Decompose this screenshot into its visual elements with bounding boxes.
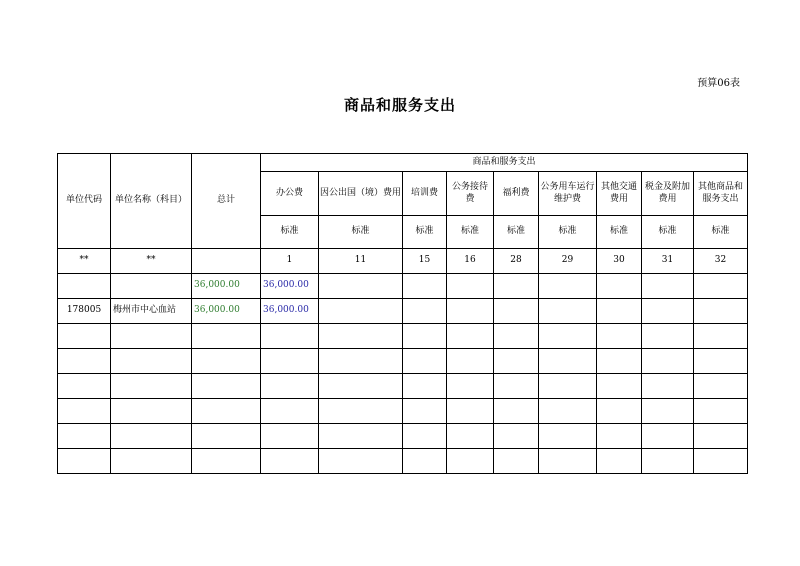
table-row xyxy=(58,274,748,299)
table-row xyxy=(58,324,748,349)
index-col: 15 xyxy=(403,249,447,274)
table-row xyxy=(58,449,748,474)
cell-unit-code: 178005 xyxy=(58,299,111,324)
standard-label: 标准 xyxy=(261,216,319,249)
cell-unit-name: 梅州市中心血站 xyxy=(111,299,192,324)
cell-office: 36,000.00 xyxy=(261,299,319,324)
page-title: 商品和服务支出 xyxy=(343,96,456,114)
table-row xyxy=(58,374,748,399)
cell-total: 36,000.00 xyxy=(192,299,261,324)
standard-label: 标准 xyxy=(694,216,748,249)
table-row xyxy=(58,399,748,424)
index-col: 1 xyxy=(261,249,319,274)
cell-unit-code xyxy=(58,274,111,299)
standard-label: 标准 xyxy=(319,216,403,249)
header-total: 总计 xyxy=(192,154,261,249)
header-col-office: 办公费 xyxy=(261,172,319,216)
cell-office: 36,000.00 xyxy=(261,274,319,299)
header-col-reception: 公务接待费 xyxy=(447,172,494,216)
index-col: 32 xyxy=(694,249,748,274)
cell-total: 36,000.00 xyxy=(192,274,261,299)
index-col: 11 xyxy=(319,249,403,274)
index-col: 30 xyxy=(597,249,642,274)
header-group: 商品和服务支出 xyxy=(261,154,748,172)
budget-table xyxy=(57,153,748,474)
index-unit-name: ** xyxy=(111,249,192,274)
header-unit-name: 单位名称（科目） xyxy=(111,154,192,249)
standard-label: 标准 xyxy=(539,216,597,249)
header-col-other: 其他商品和服务支出 xyxy=(694,172,748,216)
table-row xyxy=(58,349,748,374)
table-row xyxy=(58,299,748,324)
standard-label: 标准 xyxy=(403,216,447,249)
header-unit-code: 单位代码 xyxy=(58,154,111,249)
header-col-training: 培训费 xyxy=(403,172,447,216)
table-row xyxy=(58,424,748,449)
form-code: 预算06表 xyxy=(697,78,740,89)
index-col: 28 xyxy=(494,249,539,274)
standard-label: 标准 xyxy=(642,216,694,249)
index-col: 16 xyxy=(447,249,494,274)
header-col-vehicle: 公务用车运行维护费 xyxy=(539,172,597,216)
standard-label: 标准 xyxy=(494,216,539,249)
header-col-welfare: 福利费 xyxy=(494,172,539,216)
cell-unit-name xyxy=(111,274,192,299)
header-col-tax: 税金及附加费用 xyxy=(642,172,694,216)
header-col-transport: 其他交通费用 xyxy=(597,172,642,216)
index-col: 29 xyxy=(539,249,597,274)
index-col: 31 xyxy=(642,249,694,274)
standard-label: 标准 xyxy=(447,216,494,249)
index-unit-code: ** xyxy=(58,249,111,274)
standard-label: 标准 xyxy=(597,216,642,249)
index-total xyxy=(192,249,261,274)
header-col-overseas: 因公出国（境）费用 xyxy=(319,172,403,216)
